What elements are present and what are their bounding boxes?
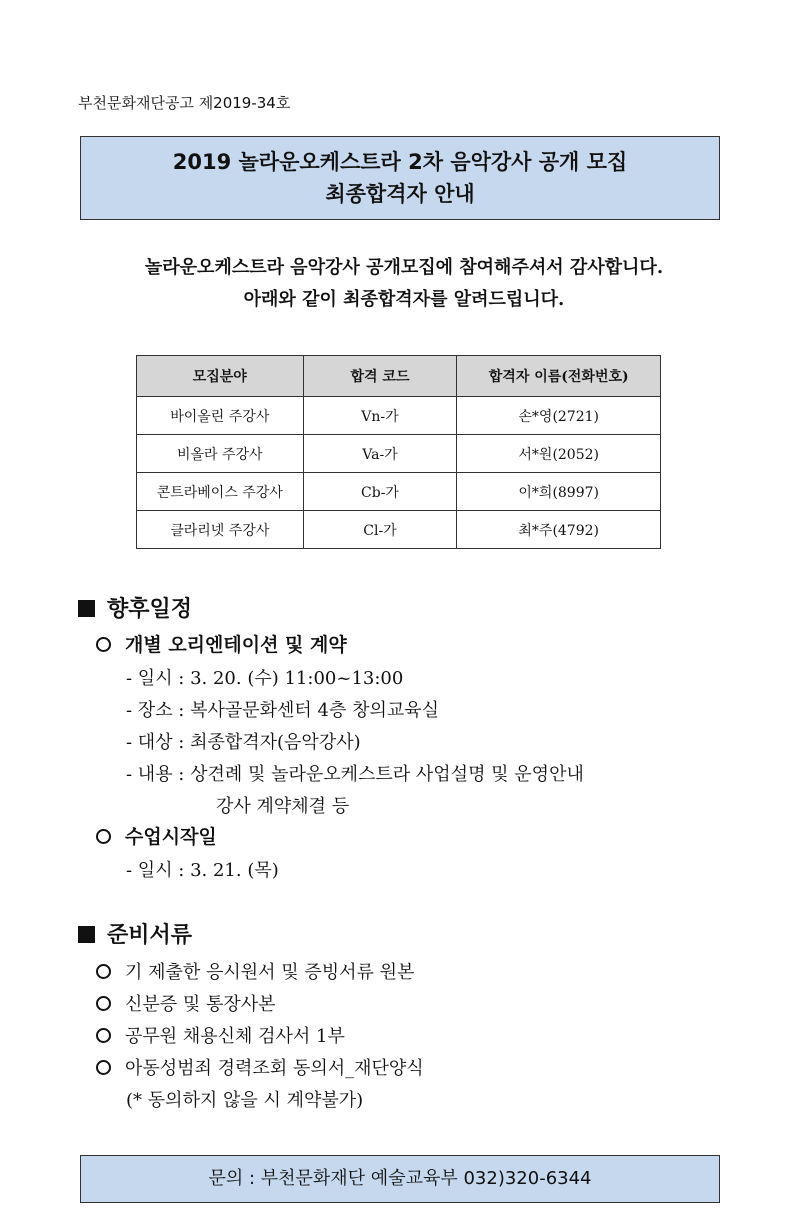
table-header-row <box>137 356 661 397</box>
circle-bullet-icon <box>96 1060 111 1075</box>
table-row <box>137 435 661 473</box>
header-name: 합격자 이름(전화번호) <box>457 356 661 397</box>
cell-field: 콘트라베이스 주강사 <box>137 473 304 511</box>
title-line-2: 최종합격자 안내 <box>325 182 475 206</box>
document-item <box>96 990 276 1016</box>
table-row <box>137 511 661 549</box>
title-box <box>80 136 720 220</box>
document-item <box>96 1054 424 1080</box>
cell-name: 이*희(8997) <box>457 473 661 511</box>
header-code: 합격 코드 <box>303 356 457 397</box>
document-item-label: 아동성범죄 경력조회 동의서_재단양식 <box>125 1058 424 1079</box>
orientation-content: - 내용 : 상견례 및 놀라운오케스트라 사업설명 및 운영안내 <box>126 764 584 785</box>
class-start-title: 수업시작일 <box>125 826 217 848</box>
cell-name: 서*원(2052) <box>457 435 661 473</box>
contact-footer: 문의 : 부천문화재단 예술교육부 032)320-6344 <box>80 1155 720 1203</box>
square-bullet-icon <box>78 926 95 943</box>
table-row <box>137 473 661 511</box>
intro-line-2: 아래와 같이 최종합격자를 알려드립니다. <box>243 289 565 310</box>
cell-field: 비올라 주강사 <box>137 435 304 473</box>
intro-text <box>0 252 808 316</box>
document-item-label: 신분증 및 통장사본 <box>125 994 276 1015</box>
intro-line-1: 놀라운오케스트라 음악강사 공개모집에 참여해주셔서 감사합니다. <box>144 257 664 278</box>
cell-field: 바이올린 주강사 <box>137 397 304 435</box>
cell-code: Vn-가 <box>303 397 457 435</box>
orientation-title: 개별 오리엔테이션 및 계약 <box>125 634 347 656</box>
result-table <box>136 355 661 549</box>
circle-bullet-icon <box>96 964 111 979</box>
document-item <box>96 1022 345 1048</box>
schedule-heading <box>78 592 192 623</box>
circle-bullet-icon <box>96 829 111 844</box>
orientation-place: - 장소 : 복사골문화센터 4층 창의교육실 <box>126 700 440 721</box>
class-start-datetime: - 일시 : 3. 21. (목) <box>126 860 279 881</box>
document-item-label: 기 제출한 응시원서 및 증빙서류 원본 <box>125 962 415 983</box>
orientation-heading <box>96 630 347 657</box>
orientation-datetime: - 일시 : 3. 20. (수) 11:00~13:00 <box>126 668 404 689</box>
circle-bullet-icon <box>96 996 111 1011</box>
documents-heading-label: 준비서류 <box>107 923 193 948</box>
orientation-content-cont: 강사 계약체결 등 <box>216 796 350 817</box>
circle-bullet-icon <box>96 637 111 652</box>
table-row <box>137 397 661 435</box>
notice-number: 부천문화재단공고 제2019-34호 <box>78 94 291 112</box>
class-start-heading <box>96 822 217 849</box>
header-field: 모집분야 <box>137 356 304 397</box>
cell-code: Va-가 <box>303 435 457 473</box>
square-bullet-icon <box>78 600 95 617</box>
cell-code: Cl-가 <box>303 511 457 549</box>
cell-name: 최*주(4792) <box>457 511 661 549</box>
schedule-heading-label: 향후일정 <box>107 597 193 622</box>
orientation-target: - 대상 : 최종합격자(음악강사) <box>126 732 361 753</box>
cell-code: Cb-가 <box>303 473 457 511</box>
cell-name: 손*영(2721) <box>457 397 661 435</box>
circle-bullet-icon <box>96 1028 111 1043</box>
document-item <box>96 958 414 984</box>
documents-note: (* 동의하지 않을 시 계약불가) <box>126 1090 364 1111</box>
title-line-1: 2019 놀라운오케스트라 2차 음악강사 공개 모집 <box>172 150 628 174</box>
documents-heading <box>78 918 192 949</box>
document-item-label: 공무원 채용신체 검사서 1부 <box>125 1026 345 1047</box>
cell-field: 클라리넷 주강사 <box>137 511 304 549</box>
